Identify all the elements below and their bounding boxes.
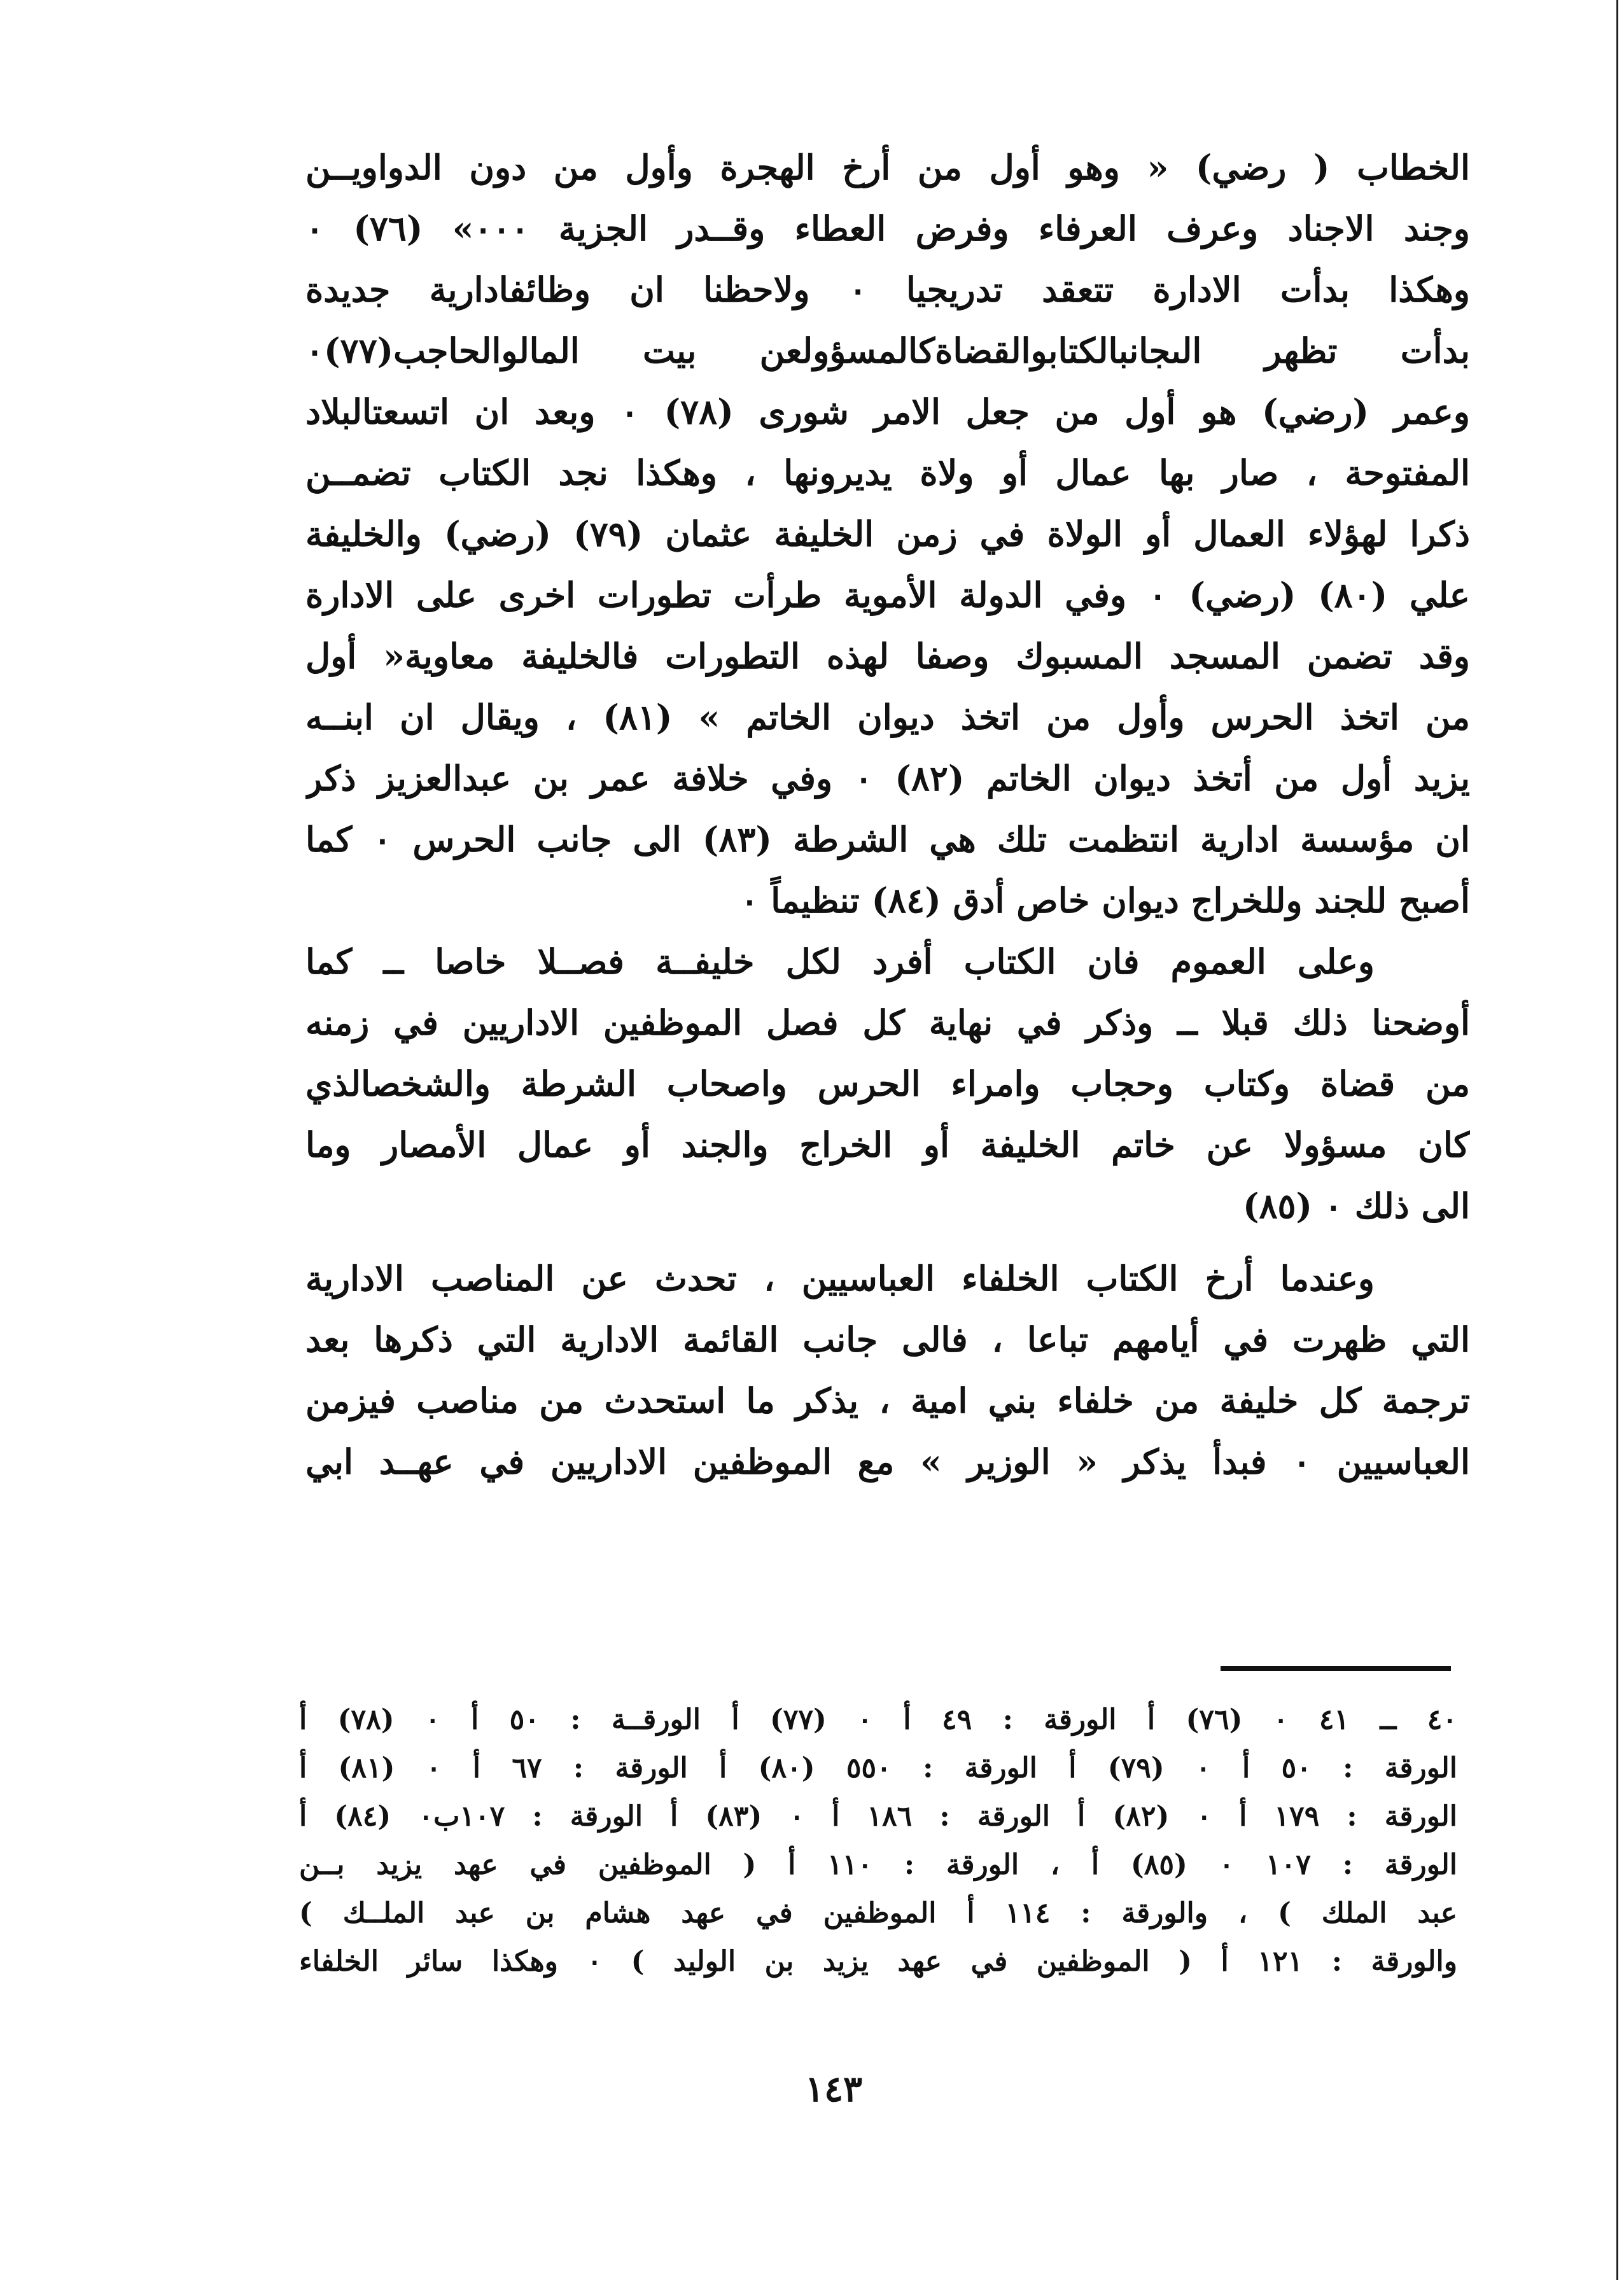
body-line: العباسيين ٠ فبدأ يذكر « الوزير » مع الموظفين الاداريين في عهــد ابي — [305, 1441, 1470, 1482]
body-line: ذكرا لهؤلاء العمال أو الولاة في زمن الخليفة عثمان (٧٩) (رضي) والخليفة — [305, 514, 1470, 554]
body-line: ان مؤسسة ادارية انتظمت تلك هي الشرطة (٨٣) الى جانب الحرس ٠ كما — [305, 819, 1470, 860]
body-line: علي (٨٠) (رضي) ٠ وفي الدولة الأموية طرأت تطورات اخرى على الادارة — [305, 575, 1470, 615]
paragraph-gap — [305, 1236, 1470, 1248]
footnotes — [299, 1696, 1457, 1986]
footnote-line: عبد الملك ) ، والورقة : ١١٤ أ الموظفين في عهد هشام بن عبد الملــك ) — [299, 1897, 1457, 1929]
scan-edge-line — [1616, 0, 1618, 2280]
footnote-line: الورقة : ٥٠ أ ٠ (٧٩) أ الورقة : ٥٥٠ (٨٠) أ الورقة : ٦٧ أ ٠ (٨١) أ — [299, 1752, 1457, 1784]
body-line: وهكذا بدأت الادارة تتعقد تدريجيا ٠ ولاحظنا ان وظائفادارية جديدة — [305, 269, 1470, 310]
body-line: يزيد أول من أتخذ ديوان الخاتم (٨٢) ٠ وفي خلافة عمر بن عبدالعزيز ذكر — [305, 758, 1470, 799]
footnote-separator — [1221, 1666, 1451, 1671]
footnote-line: الورقة : ١٠٧ ٠ (٨٥) أ ، الورقة : ١١٠ أ ( الموظفين في عهد يزيد بــن — [299, 1849, 1457, 1881]
body-line: المفتوحة ، صار بها عمال أو ولاة يديرونها ، وهكذا نجد الكتاب تضمــن — [305, 452, 1470, 493]
footnote-line: الورقة : ١٧٩ أ ٠ (٨٢) أ الورقة : ١٨٦ أ ٠ (٨٣) أ الورقة : ١٠٧ب٠ (٨٤) أ — [299, 1800, 1457, 1833]
body-line: التي ظهرت في أيامهم تباعا ، فالى جانب القائمة الادارية التي ذكرها بعد — [305, 1319, 1470, 1360]
body-line: وجند الاجناد وعرف العرفاء وفرض العطاء وقــدر الجزية ٠٠٠» (٧٦) ٠ — [305, 208, 1470, 249]
paragraph-start-line: وعندما أرخ الكتاب الخلفاء العباسيين ، تحدث عن المناصب الادارية — [305, 1258, 1375, 1299]
footnote-line: والورقة : ١٢١ أ ( الموظفين في عهد يزيد بن الوليد ) ٠ وهكذا سائر الخلفاء — [299, 1945, 1457, 1978]
body-line: وقد تضمن المسجد المسبوك وصفا لهذه التطورات فالخليفة معاوية« أول — [305, 636, 1470, 676]
body-line: من اتخذ الحرس وأول من اتخذ ديوان الخاتم » (٨١) ، ويقال ان ابنــه — [305, 697, 1470, 738]
footnote-line: ٤٠ ــ ٤١ ٠ (٧٦) أ الورقة : ٤٩ أ ٠ (٧٧) أ الورقــة : ٥٠ أ ٠ (٧٨) أ — [299, 1703, 1457, 1736]
body-line: وعمر (رضي) هو أول من جعل الامر شورى (٧٨) ٠ وبعد ان اتسعتالبلاد — [305, 391, 1470, 432]
body-line: كان مسؤولا عن خاتم الخليفة أو الخراج والجند أو عمال الأمصار وما — [305, 1124, 1470, 1165]
body-line: ترجمة كل خليفة من خلفاء بني امية ، يذكر ما استحدث من مناصب فيزمن — [305, 1380, 1470, 1421]
body-line: الى ذلك ٠ (٨٥) — [1242, 1185, 1470, 1226]
body-line: بدأت تظهر الىجانبالكتابوالقضاةكالمسؤولعن بيت المالوالحاجب(٧٧)٠ — [305, 330, 1470, 371]
body-line: أوضحنا ذلك قبلا ــ وذكر في نهاية كل فصل الموظفين الاداريين في زمنه — [305, 1002, 1470, 1043]
body-line: أصبح للجند وللخراج ديوان خاص أدق (٨٤) تنظيماً ٠ — [740, 880, 1470, 921]
main-text — [305, 137, 1470, 1492]
body-line: الخطاب ( رضي) « وهو أول من أرخ الهجرة وأول من دون الدواويــن — [305, 147, 1470, 188]
paragraph-start-line: وعلى العموم فان الكتاب أفرد لكل خليفــة فصــلا خاصا ــ كما — [305, 941, 1375, 982]
body-line: من قضاة وكتاب وحجاب وامراء الحرس واصحاب الشرطة والشخصالذي — [305, 1063, 1470, 1104]
page-number: ١٤٣ — [804, 2068, 863, 2110]
